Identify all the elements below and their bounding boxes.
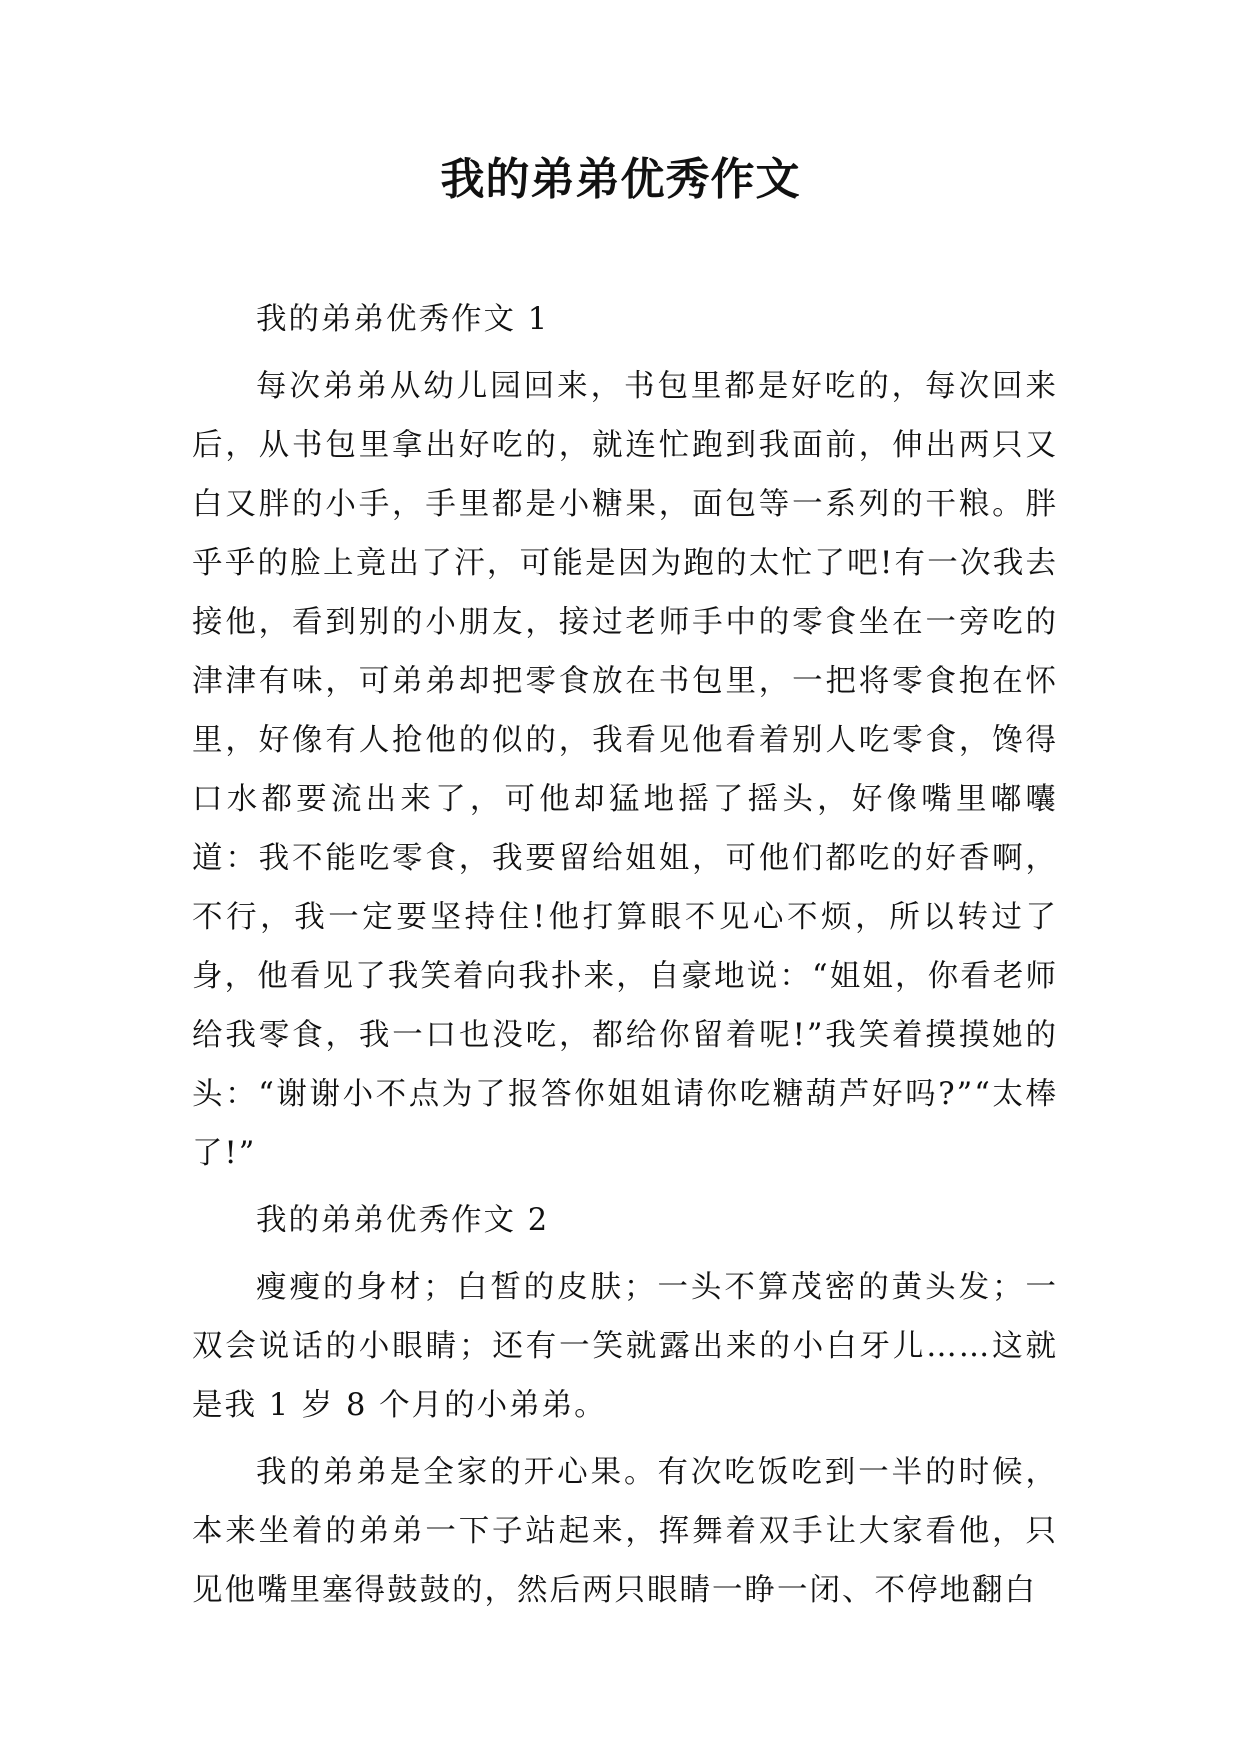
section-1-paragraph-1: 每次弟弟从幼儿园回来，书包里都是好吃的，每次回来后，从书包里拿出好吃的，就连忙跑到我面前，伸出两只又白又胖的小手，手里都是小糖果，面包等一系列的干粮。胖乎乎的脸上竟出了汗，可能是因为跑的太忙了吧!有一次我去接他，看到别的小朋友，接过老师手中的零食坐在一旁吃的津津有味，可弟弟却把零食放在书包里，一把将零食抱在怀里，好像有人抢他的似的，我看见他看着别人吃零食，馋得口水都要流出来了，可他却猛地摇了摇头，好像嘴里嘟囔道：我不能吃零食，我要留给姐姐，可他们都吃的好香啊，不行，我一定要坚持住!他打算眼不见心不烦，所以转过了身，他看见了我笑着向我扑来，自豪地说：“姐姐，你看老师给我零食，我一口也没吃，都给你留着呢!”我笑着摸摸她的头：“谢谢小不点为了报答你姐姐请你吃糖葫芦好吗?”“太棒了!”: [192, 369, 1058, 1171]
section-heading-2: 我的弟弟优秀作文 2: [256, 1203, 550, 1238]
section-2-paragraph-1: 瘦瘦的身材；白皙的皮肤；一头不算茂密的黄头发；一双会说话的小眼睛；还有一笑就露出来的小白牙儿……这就是我 1 岁 8 个月的小弟弟。: [192, 1270, 1058, 1423]
section-heading-1: 我的弟弟优秀作文 1: [256, 302, 550, 337]
document-title: 我的弟弟优秀作文: [440, 154, 801, 205]
section-2-paragraph-2: 我的弟弟是全家的开心果。有次吃饭吃到一半的时候，本来坐着的弟弟一下子站起来，挥舞着双手让大家看他，只见他嘴里塞得鼓鼓的，然后两只眼睛一睁一闭、不停地翻白: [192, 1455, 1058, 1608]
document-body: [192, 290, 1058, 1620]
